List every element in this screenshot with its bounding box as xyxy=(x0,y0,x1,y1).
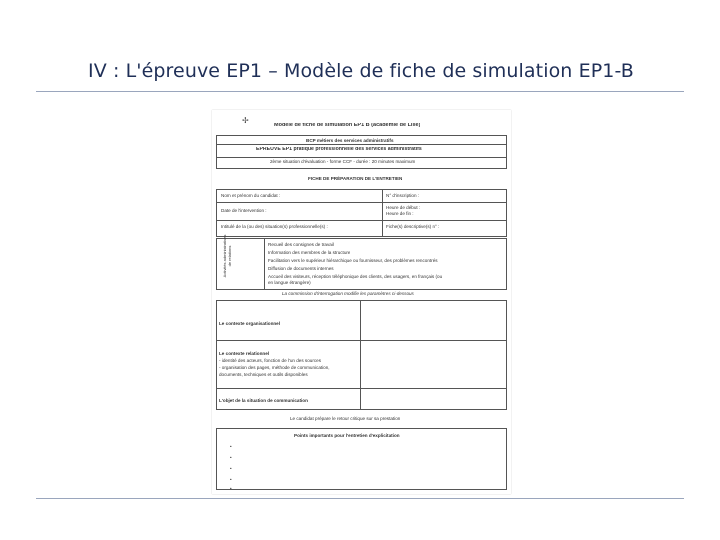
context-rel-item-2: - organisation des pages, méthode de communication, xyxy=(219,365,330,370)
inscription-label: N° d'inscription : xyxy=(386,193,420,198)
header-rule-1 xyxy=(216,144,507,145)
header-rule-2 xyxy=(216,157,507,158)
footer-divider xyxy=(36,498,684,499)
title-divider xyxy=(36,91,684,92)
bullet-2: • xyxy=(230,455,232,460)
commission-note: La commission d'interrogation modifie les paramètres ci-dessous xyxy=(282,291,414,296)
identity-divider xyxy=(382,189,383,237)
activities-box xyxy=(216,238,507,290)
context-rule-2 xyxy=(216,388,507,389)
activity-3: Facilitation vers le supérieur hiérarchique ou fournisseur, des problèmes rencontrés xyxy=(268,258,438,263)
context-rel-item-3: documents, techniques et outils disponibles xyxy=(219,372,308,377)
bullet-4: • xyxy=(230,477,232,482)
activities-divider xyxy=(264,238,265,290)
object-label: L'objet de la situation de communication xyxy=(219,398,308,403)
context-rel-item-1: - identité des acteurs, fonction de l'un des sources xyxy=(219,358,321,363)
side-label: Activités administratives de relations xyxy=(222,234,232,278)
date-label: Date de l'intervention : xyxy=(221,208,267,213)
context-divider xyxy=(360,300,361,410)
academy-logo-icon: ✢ xyxy=(242,116,249,125)
header-line-3: 2ème situation d'évaluation - forme CCF - durée : 20 minutes maximum xyxy=(270,159,416,164)
structure-label: Intitulé de la (ou des) situation(s) professionnelle(s) : xyxy=(221,224,328,229)
bullet-1: • xyxy=(230,444,232,449)
identity-rule-2 xyxy=(216,220,507,221)
activity-4: Diffusion de documents internes xyxy=(268,266,334,271)
activity-1: Recueil des consignes de travail xyxy=(268,242,334,247)
slide-title: IV : L'épreuve EP1 – Modèle de fiche de simulation EP1-B xyxy=(88,60,634,82)
form-title: Modèle de fiche de simulation EP1 B (académie de Lille) xyxy=(274,123,421,128)
simulation-form-document xyxy=(212,110,511,494)
header-line-2: ÉPREUVE EP1 pratique professionnelle des services administratifs xyxy=(256,147,422,152)
activity-5: Accueil des visiteurs, réception téléphonique des clients, des usagers, en français (ou xyxy=(268,274,443,279)
bullet-3: • xyxy=(230,466,232,471)
form-no-label: Fiche(s) descriptive(s) n° : xyxy=(386,224,440,229)
activity-2: Information des membres de la structure xyxy=(268,250,351,255)
bullet-5: • xyxy=(230,486,232,491)
time-end-label: Heure de fin : xyxy=(386,211,414,216)
context-rule-1 xyxy=(216,340,507,341)
context-org-label: Le contexte organisationnel xyxy=(219,321,281,326)
time-start-label: Heure de début : xyxy=(386,205,421,210)
key-points-title: Points importants pour l'entretien d'explicitation xyxy=(294,433,400,438)
header-line-1: BCP métiers des services administratifs xyxy=(306,138,394,143)
prep-title: FICHE DE PRÉPARATION DE L'ENTRETIEN xyxy=(308,176,403,181)
activity-6: en langue étrangère) xyxy=(268,280,311,285)
candidate-note: Le candidat prépare le retour critique sur sa prestation xyxy=(290,416,401,421)
context-rel-label: Le contexte relationnel xyxy=(219,351,270,356)
candidate-name-label: Nom et prénom du candidat : xyxy=(221,193,281,198)
identity-rule-1 xyxy=(216,202,507,203)
